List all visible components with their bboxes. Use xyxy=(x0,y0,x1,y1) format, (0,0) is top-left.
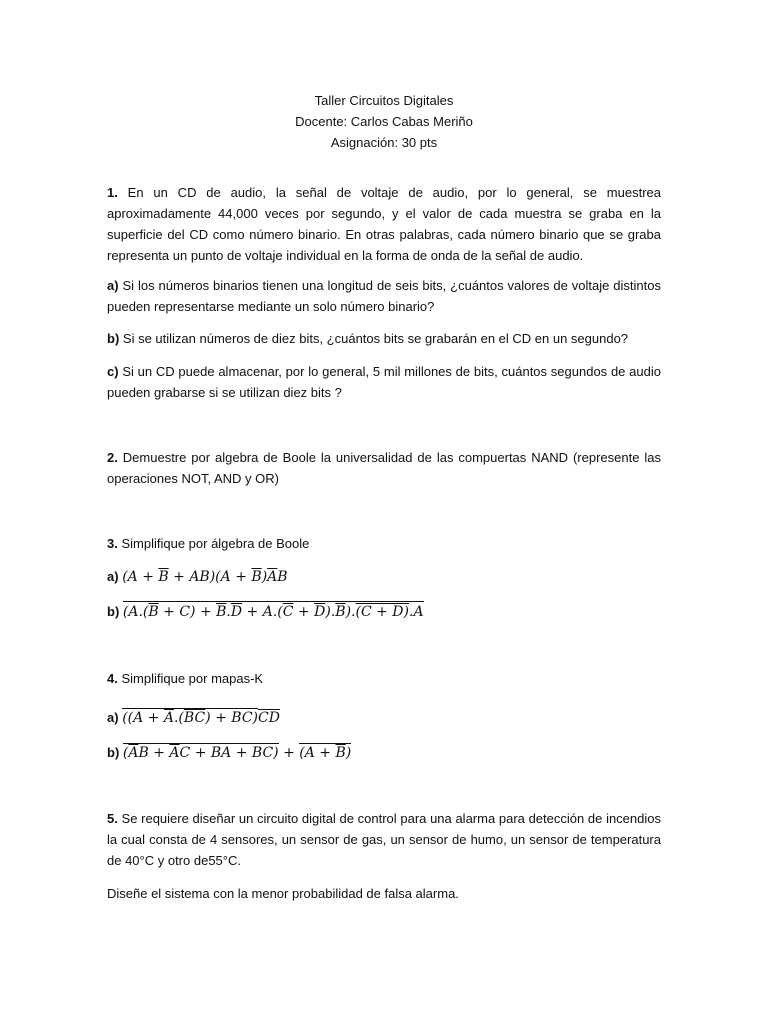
boolean-expression: $(A.(\overline{B} + C) + \overline{B}.\overline{D} + A.(\overline{C} + \overline{D}).\overline{B}).(C + D).A$ xyxy=(123,601,424,620)
question-text: Simplifique por mapas-K xyxy=(121,671,264,686)
question-5-requirement xyxy=(107,883,661,904)
question-1a xyxy=(107,275,661,317)
item-label: b) xyxy=(107,745,120,760)
item-label: a) xyxy=(107,569,119,584)
question-text: Simplifique por álgebra de Boole xyxy=(121,536,310,551)
item-label: b) xyxy=(107,331,120,346)
assignment-line: Asignación: 30 pts xyxy=(330,135,438,150)
question-1 xyxy=(107,182,661,266)
item-text: Si un CD puede almacenar, por lo general, 5 mil millones de bits, cuántos segundos de audio pueden grabarse si se utilizan diez bits ? xyxy=(107,364,661,400)
item-label: c) xyxy=(107,364,119,379)
teacher-line: Docente: Carlos Cabas Meriño xyxy=(295,114,473,129)
question-text: Se requiere diseñar un circuito digital de control para una alarma para detección de incendios la cual consta de 4 sensores, un sensor de gas, un sensor de humo, un sensor de temperatura de 40°C y otro de55°C. xyxy=(107,811,661,868)
question-4a xyxy=(107,707,661,729)
item-text: Si se utilizan números de diez bits, ¿cuántos bits se grabarán en el CD en un segundo? xyxy=(122,331,629,346)
question-3b xyxy=(107,601,661,623)
question-2 xyxy=(107,447,661,489)
item-label: a) xyxy=(107,278,119,293)
question-text: En un CD de audio, la señal de voltaje de audio, por lo general, se muestrea aproximadamente 44,000 veces por segundo, y el valor de cada muestra se graba en la superficie del CD como número binario. En otras palabras, cada número binario que se graba representa un punto de voltaje individual en la forma de onda de la señal de audio. xyxy=(107,185,661,263)
question-number: 3. xyxy=(107,536,118,551)
question-4 xyxy=(107,668,661,689)
question-4b xyxy=(107,742,661,764)
question-number: 5. xyxy=(107,811,118,826)
question-5 xyxy=(107,808,661,871)
question-1c xyxy=(107,361,661,403)
question-3a xyxy=(107,566,661,588)
document-header xyxy=(0,90,768,153)
item-text: Si los números binarios tienen una longitud de seis bits, ¿cuántos valores de voltaje distintos pueden representarse mediante un solo número binario? xyxy=(107,278,661,314)
question-number: 2. xyxy=(107,450,118,465)
boolean-expression: ($(A + \overline{A}.(BC) + BC)\overline{CD}$ xyxy=(122,710,280,726)
boolean-expression: ($\overline{A}B + \overline{A}C$ + BA + $BC) + (A + \overline{B})$ xyxy=(122,745,352,761)
question-number: 1. xyxy=(107,185,118,200)
item-label: a) xyxy=(107,710,119,725)
question-3 xyxy=(107,533,661,554)
question-text: Diseñe el sistema con la menor probabilidad de falsa alarma. xyxy=(107,886,459,901)
document-title: Taller Circuitos Digitales xyxy=(314,93,454,108)
question-text: Demuestre por algebra de Boole la universalidad de las compuertas NAND (represente las operaciones NOT, AND y OR) xyxy=(107,450,661,486)
question-1b xyxy=(107,328,661,349)
boolean-expression: $(A + \overline{B} + AB)(A + \overline{B})\overline{A}B$ xyxy=(122,569,288,585)
question-number: 4. xyxy=(107,671,118,686)
item-label: b) xyxy=(107,604,120,619)
